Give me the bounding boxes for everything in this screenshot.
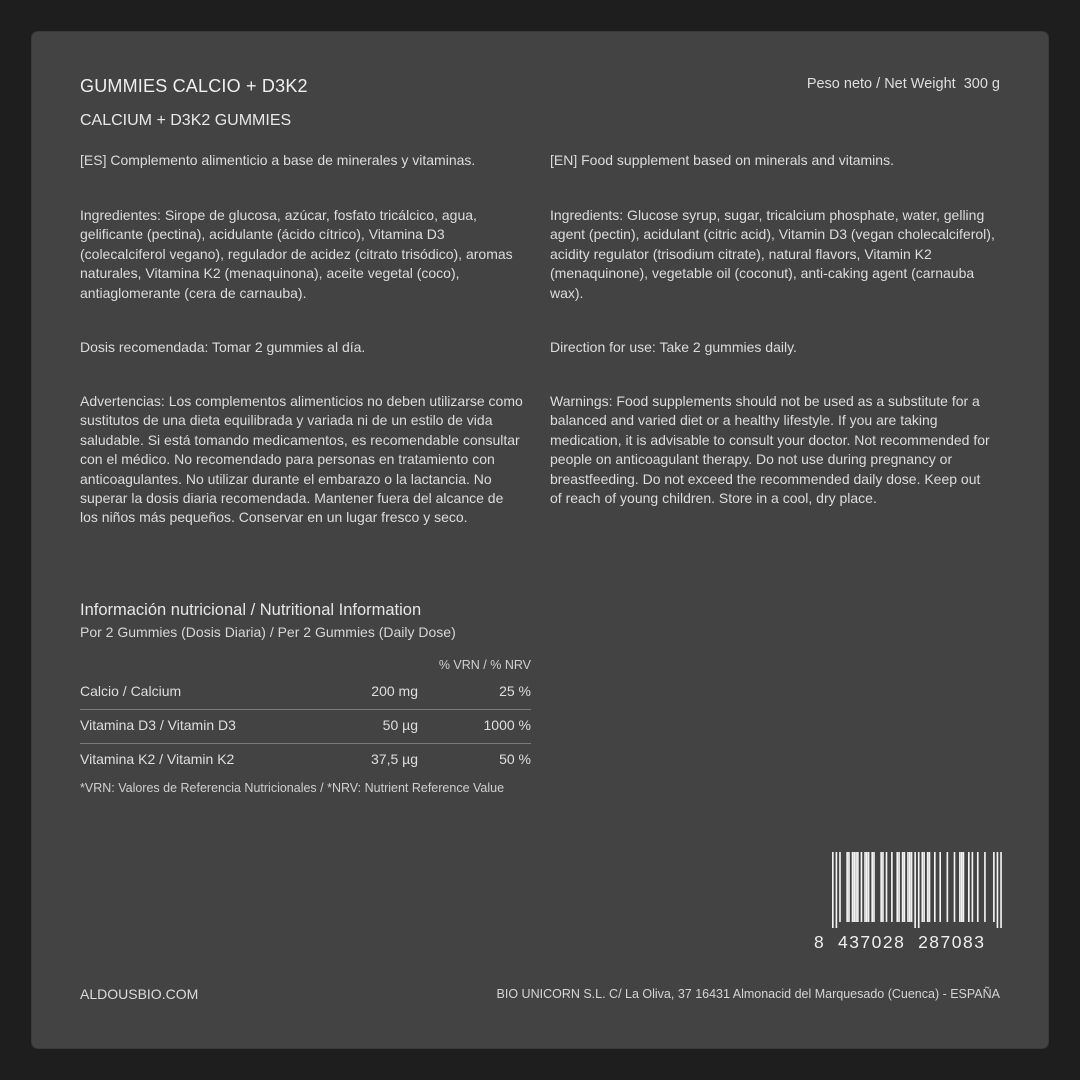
nutrition-serving: Por 2 Gummies (Dosis Diaria) / Per 2 Gummies (Daily Dose) [80,624,456,640]
website-link[interactable]: ALDOUSBIO.COM [80,986,199,1002]
barcode-bar [904,852,906,922]
barcode-bar [927,852,929,922]
product-subtitle: CALCIUM + D3K2 GUMMIES [80,112,292,129]
company-address: BIO UNICORN S.L. C/ La Oliva, 37 16431 Almonacid del Marquesado (Cuenca) - ESPAÑA [496,987,1000,1001]
nutrient-name: Vitamina K2 / Vitamin K2 [80,751,235,767]
barcode-bar [896,852,898,922]
nutrient-name: Calcio / Calcium [80,683,182,699]
barcode-bar [836,852,838,928]
barcode-bar [857,852,859,922]
net-weight: Peso neto / Net Weight 300 g [806,76,1000,92]
es-ingredients: Ingredientes: Sirope de glucosa, azúcar, fosfato tricálcico, agua, gelificante (pectina), acidulante (ácido cítrico), Vitamina D3 (colecalciferol vegano), regulador de acidez (citrato trisódico), aromas naturales, Vitamina K2 (menaquinona), aceite vegetal (coco), antiaglomerante (cera de carnauba). [80,207,513,301]
nutrient-nrv: 25 % [499,683,531,699]
nutrient-nrv: 1000 % [483,717,531,733]
es-dose: Dosis recomendada: Tomar 2 gummies al día. [80,339,366,355]
nrv-header: % VRN / % NRV [438,658,531,672]
barcode-bar [984,852,986,922]
barcode-bar [997,852,999,928]
nutrient-amount: 37,5 µg [371,751,418,767]
nutrient-amount: 200 mg [371,683,418,699]
barcode-bar [954,852,956,922]
nutrition-row [80,710,531,744]
barcode-bar [853,852,855,922]
barcode-bar [864,852,866,922]
barcode-bar [921,852,923,922]
barcode-bar [934,852,936,922]
nutrition-row [80,676,531,710]
barcode-bar [947,852,949,922]
nutrient-name: Vitamina D3 / Vitamin D3 [80,717,236,733]
barcode-bar [918,852,920,928]
barcode-bar [902,852,904,922]
barcode-bar [880,852,882,922]
barcode-bar [882,852,884,922]
barcode-number: 8 437028 287083 [814,932,986,952]
nutrient-amount: 50 µg [382,717,418,733]
barcode-bar [959,852,961,922]
nutrition-title: Información nutricional / Nutritional Information [80,601,422,619]
barcode-bar [929,852,931,922]
barcode-bar [891,852,893,922]
barcode-bar [993,852,995,922]
barcode-bar [963,852,965,922]
barcode-bar [961,852,963,922]
nutrition-table [80,658,531,777]
barcode-bar [939,852,941,922]
barcode-bar [839,852,841,922]
en-ingredients: Ingredients: Glucose syrup, sugar, tricalcium phosphate, water, gelling agent (pectin), acidulant (citric acid), Vitamin D3 (vegan cholecalciferol), acidity regulator (trisodium citrate), natural flavors, Vitamin K2 (menaquinone), vegetable oil (coconut), anti-caking agent (carnauba wax). [550,207,995,301]
barcode-bar [914,852,916,928]
product-title: GUMMIES CALCIO + D3K2 [80,76,308,96]
es-warnings: Advertencias: Los complementos alimenticios no deben utilizarse como sustitutos de una dieta equilibrada y variada ni de un estilo de vida saludable. Si está tomando medicamentos, es recomendable consultar con el médico. No recomendado para personas en tratamiento con anticoagulantes. No utilizar durante el embarazo o la lactancia. No superar la dosis diaria recomendada. Mantener fuera del alcance de los niños más pequeños. Conservar en un lugar fresco y seco. [80,393,523,526]
es-intro: [ES] Complemento alimenticio a base de minerales y vitaminas. [80,152,476,168]
nutrition-row [80,744,531,777]
barcode-bar [977,852,979,922]
barcode-bar [832,852,834,928]
barcode-bar [868,852,870,922]
barcode-bar [898,852,900,922]
barcode-bar [911,852,913,922]
barcode-bar [852,852,854,922]
en-dose: Direction for use: Take 2 gummies daily. [550,339,797,355]
barcode-bar [972,852,974,922]
nutrition-footnote: *VRN: Valores de Referencia Nutricionales / *NRV: Nutrient Reference Value [80,781,505,795]
barcode-bar [855,852,857,922]
barcode-bar [861,852,863,922]
en-warnings: Warnings: Food supplements should not be used as a substitute for a balanced and varied diet or a healthy lifestyle. If you are taking medication, it is advisable to consult your doctor. Not recommended for people on anticoagulant therapy. Do not use during pregnancy or breastfeeding. Do not exceed the recommended daily dose. Keep out of reach of young children. Store in a cool, dry place. [550,393,990,507]
barcode-bar [907,852,909,922]
barcode-bar [873,852,875,922]
nutrient-nrv: 50 % [499,751,531,767]
barcode [832,852,1002,928]
barcode-bar [1000,852,1002,928]
en-intro: [EN] Food supplement based on minerals and vitamins. [550,152,894,168]
barcode-bar [848,852,850,922]
barcode-bar [846,852,848,922]
barcode-bar [909,852,911,922]
barcode-bar [886,852,888,922]
barcode-bar [923,852,925,922]
barcode-bar [866,852,868,922]
barcode-bar [871,852,873,922]
product-label [32,32,1048,1048]
barcode-bar [968,852,970,922]
